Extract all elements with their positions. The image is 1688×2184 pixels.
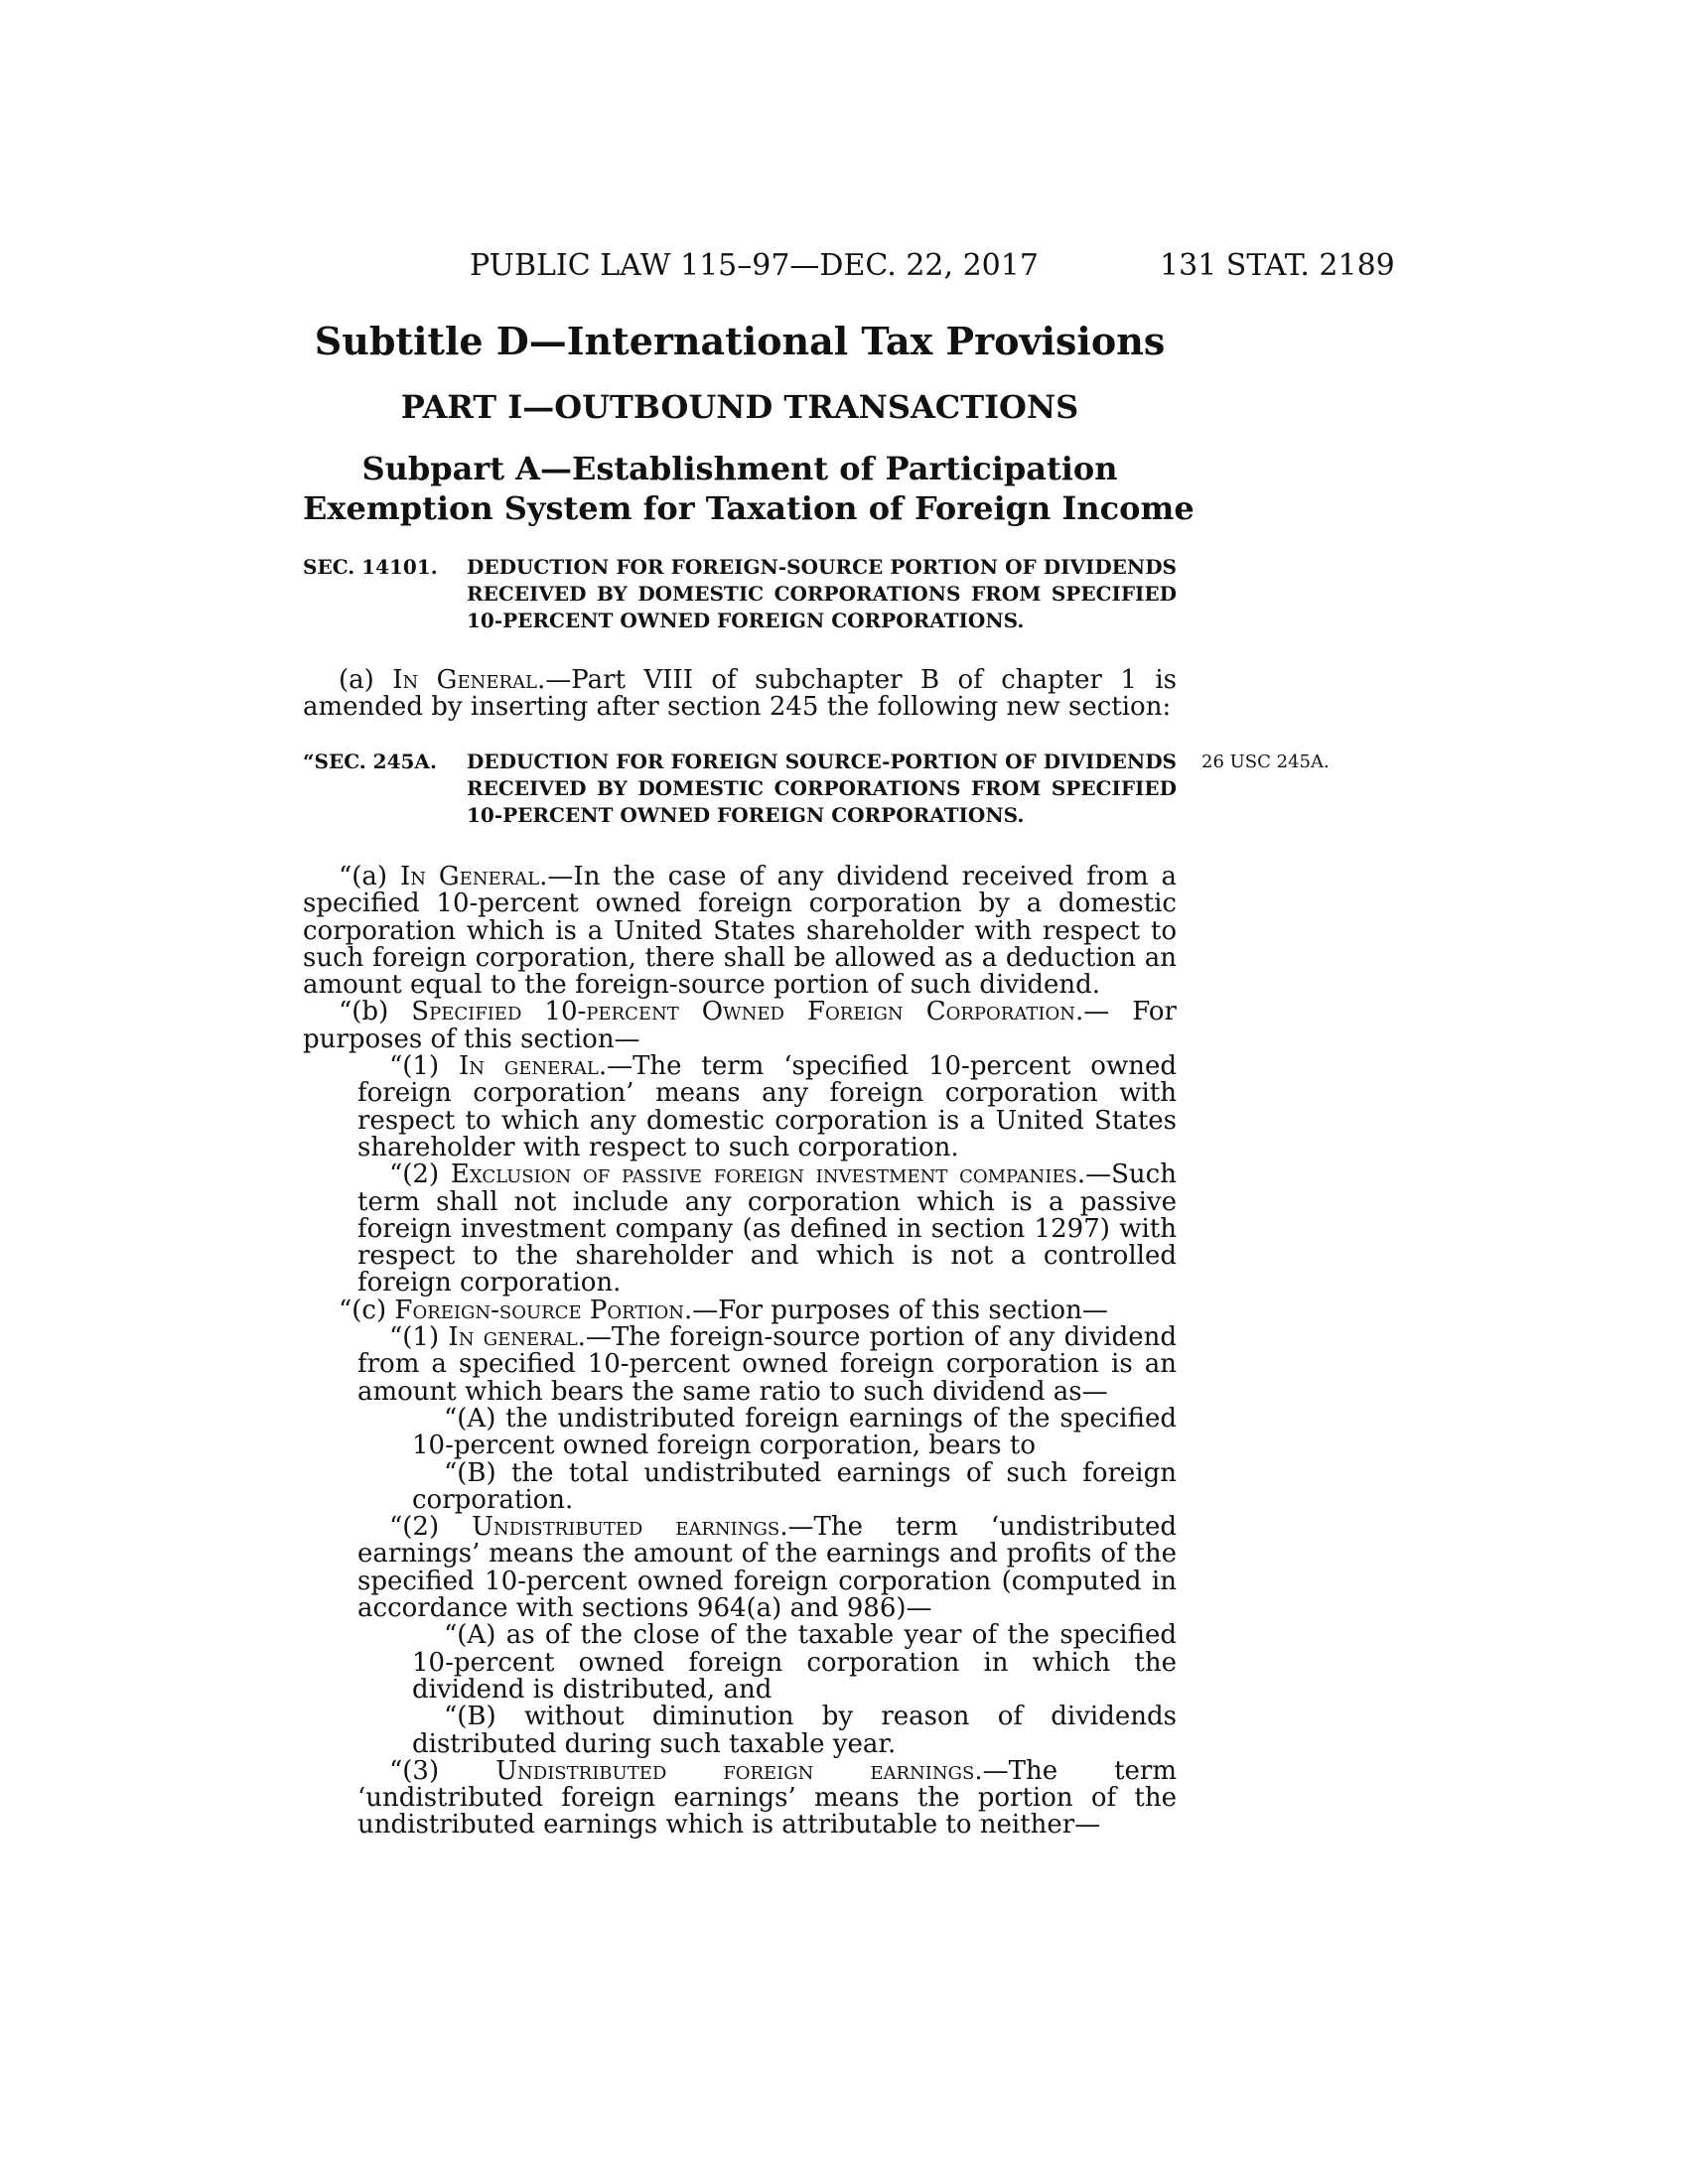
part-heading: PART I—OUTBOUND TRANSACTIONS — [400, 388, 1079, 426]
paragraph-a-amendment: (a) In General.—Part VIII of subchapter B of chapter 1 is amended by inserting after section 245 the following new section: — [303, 665, 1177, 723]
page-number-header: 131 STAT. 2189 — [1160, 248, 1395, 283]
subpart-line-1: Subpart A—Establishment of Participation — [361, 450, 1118, 487]
subparagraph-c2-B: “(B) without diminution by reason of dividends distributed during such taxable year. — [412, 1702, 1177, 1759]
subpart-heading — [303, 449, 1195, 528]
section-title: DEDUCTION FOR FOREIGN SOURCE-PORTION OF DIVIDENDS RECEIVED BY DOMESTIC CORPORATIONS FROM SPECIFIED 10-PERCENT OWNED FOREIGN CORPORATIONS. — [467, 750, 1177, 827]
subpart-line-2: Exemption System for Taxation of Foreign Income — [303, 489, 1195, 527]
subsection-b: “(b) Specified 10-percent Owned Foreign Corporation.— For purposes of this section— — [303, 997, 1177, 1054]
subsection-a: “(a) In General.—In the case of any dividend received from a specified 10-percent owned foreign corporation by a domestic corporation which is a United States shareholder with respect to such foreign corporation, there shall be allowed as a deduction an amount equal to the foreign-source portion of such dividend. — [303, 862, 1177, 1001]
subtitle-heading: Subtitle D—International Tax Provisions — [314, 319, 1166, 363]
section-245a-body — [303, 864, 1177, 1840]
paragraph-c1: “(1) In general.—The foreign-source portion of any dividend from a specified 10-percent owned foreign corporation is an amount which bears the same ratio to such dividend as— — [357, 1322, 1178, 1407]
subparagraph-c1-A: “(A) the undistributed foreign earnings of the specified 10-percent owned foreign corporation, bears to — [412, 1403, 1177, 1461]
subsection-c: “(c) Foreign-source Portion.—For purposes of this section— — [339, 1295, 1108, 1325]
section-label: SEC. 14101. — [303, 555, 438, 579]
usc-margin-note: 26 USC 245A. — [1201, 751, 1330, 772]
subparagraph-c2-A: “(A) as of the close of the taxable year of the specified 10-percent owned foreign corporation in which the dividend is distributed, and — [412, 1620, 1177, 1705]
paragraph-c2: “(2) Undistributed earnings.—The term ‘undistributed earnings’ means the amount of the earnings and profits of the specified 10-percent owned foreign corporation (computed in accordance with sections 964(a) and 986)— — [357, 1512, 1177, 1624]
paragraph-c3: “(3) Undistributed foreign earnings.—The term ‘undistributed foreign earnings’ means the portion of the undistributed earnings which is attributable to neither— — [357, 1755, 1178, 1841]
paragraph-heading: In General — [392, 665, 537, 695]
subparagraph-c1-B: “(B) the total undistributed earnings of such foreign corporation. — [412, 1457, 1177, 1515]
section-label: “SEC. 245A. — [303, 750, 437, 773]
paragraph-b2: “(2) Exclusion of passive foreign investment companies.—Such term shall not include any corporation which is a passive foreign investment company (as defined in section 1297) with respect to the shareholder and which is not a controlled foreign corporation. — [357, 1160, 1177, 1298]
paragraph-b1: “(1) In general.—The term ‘specified 10-percent owned foreign corporation’ means any foreign corporation with respect to which any domestic corporation is a United States shareholder with respect to such corporation. — [357, 1051, 1177, 1162]
running-header-left: PUBLIC LAW 115–97—DEC. 22, 2017 — [470, 248, 1039, 283]
section-title: DEDUCTION FOR FOREIGN-SOURCE PORTION OF DIVIDENDS RECEIVED BY DOMESTIC CORPORATIONS FROM SPECIFIED 10-PERCENT OWNED FOREIGN CORPORATIONS. — [467, 555, 1177, 632]
